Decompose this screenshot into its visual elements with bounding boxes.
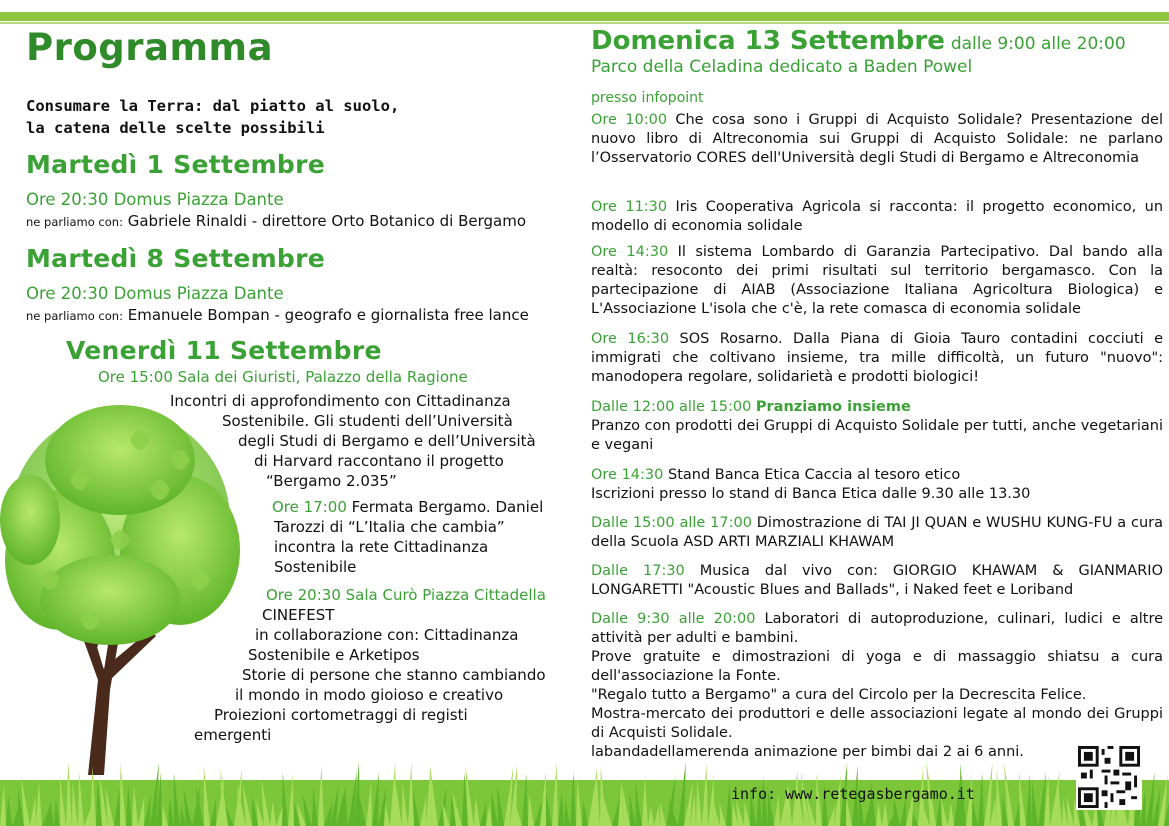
sunday-hours: dalle 9:00 alle 20:00 [950,34,1126,54]
desc-line: “Bergamo 2.035” [266,472,397,490]
item-time: Dalle 17:30 [591,563,685,579]
program-item [591,514,1163,552]
event-text: Fermata Bergamo. Daniel [351,498,544,516]
item-text: Musica dal vivo con: GIORGIO KHAWAM & GIANMARIO LONGARETTI "Acoustic Blues and Ballads", i Naked feet e Loriband [591,563,1163,598]
event-line: Sostenibile [274,558,357,576]
sunday-heading [591,26,1126,56]
event-line: incontra la rete Cittadinanza [274,538,489,556]
item-time: Dalle 9:30 alle 20:00 [591,611,756,627]
park-location: Parco della Celadina dedicato a Baden Powel [591,57,973,77]
event-line: CINEFEST [262,606,335,624]
program-item [591,243,1163,319]
item-text: Stand Banca Etica Caccia al tesoro etico [667,467,961,483]
speaker-line [26,212,526,230]
right-column [588,0,1166,826]
sunday-title: Domenica 13 Settembre [591,26,945,56]
event-time: Ore 17:00 [272,498,347,516]
speaker-prefix: ne parliamo con: [26,309,123,323]
item-text: Iscrizioni presso lo stand di Banca Etica dalle 9.30 alle 13.30 [591,486,1031,502]
program-item [591,198,1163,236]
grass-decoration [0,740,1169,826]
day-heading: Martedì 8 Settembre [26,244,325,273]
event-line: Tarozzi di “L’Italia che cambia” [274,518,505,536]
speaker-name: Gabriele Rinaldi - direttore Orto Botanico di Bergamo [127,212,527,230]
item-text: Dimostrazione di TAI JI QUAN e WUSHU KUNG-FU a cura della Scuola ASD ARTI MARZIALI KHAWAM [591,515,1164,550]
event-line: il mondo in modo gioioso e creativo [235,686,504,704]
infopoint-label: presso infopoint [591,90,704,106]
event-line [272,498,543,516]
program-item [591,111,1163,168]
program-item [591,330,1163,387]
speaker-prefix: ne parliamo con: [26,215,123,229]
item-time: Ore 10:00 [591,112,668,128]
desc-line: di Harvard raccontano il progetto [254,452,504,470]
desc-line: Sostenibile. Gli studenti dell’Università [222,412,513,430]
day-heading: Martedì 1 Settembre [26,150,325,179]
item-text: Pranzo con prodotti dei Gruppi di Acquisto Solidale per tutti, anche vegetariani e vegani [591,418,1163,453]
event-time-place: Ore 20:30 Domus Piazza Dante [26,284,284,303]
item-bold: Pranziamo insieme [755,399,911,415]
left-column [0,0,580,826]
item-time: Ore 14:30 [591,244,669,260]
subtitle [26,95,399,139]
item-text: labandadellamerenda animazione per bimbi dai 2 ai 6 anni. [591,744,1024,760]
page-title: Programma [26,26,274,69]
item-text: Mostra-mercato dei produttori e delle associazioni legate al mondo dei Gruppi di Acquisti Solidale. [591,706,1163,741]
day-heading: Venerdì 11 Settembre [66,336,382,365]
event-line: Sostenibile e Arketipos [248,646,420,664]
program-item [591,562,1163,600]
event-line: in collaborazione con: Cittadinanza [255,626,519,644]
program-item [591,466,1163,504]
event-time-place: Ore 20:30 Sala Curò Piazza Cittadella [266,586,546,604]
item-time: Ore 14:30 [591,467,664,483]
item-text: SOS Rosarno. Dalla Piana di Gioia Tauro contadini cocciuti e immigrati che coltivano insieme, tra mille difficoltà, un futuro "nuovo": manodopera regolare, solidarietà e prodotti biologici! [591,331,1163,385]
event-line: Storie di persone che stanno cambiando [242,666,546,684]
event-line: emergenti [194,726,272,744]
desc-line: Incontri di approfondimento con Cittadinanza [170,392,511,410]
item-text: Iris Cooperativa Agricola si racconta: il progetto economico, un modello di economia solidale [591,199,1164,234]
desc-line: degli Studi di Bergamo e dell’Università [238,432,536,450]
subtitle-line: la catena delle scelte possibili [26,119,325,137]
item-text: Prove gratuite e dimostrazioni di yoga e di massaggio shiatsu a cura dell'associazione la Fonte. [591,649,1163,684]
item-text: Il sistema Lombardo di Garanzia Partecipativo. Dal bando alla realtà: resoconto dei primi risultati sul territorio bergamasco. Con la partecipazione di AIAB (Associazione Italiana Agricoltura Biologica) e L'Associazione L'isola che c'è, la rete comasca di economia solidale [591,244,1164,317]
item-time: Dalle 12:00 alle 15:00 [591,399,752,415]
speaker-line [26,306,529,324]
website-link[interactable]: info: www.retegasbergamo.it [731,785,975,803]
item-text: Laboratori di autoproduzione, culinari, ludici e altre attività per adulti e bambini. [591,611,1164,646]
item-time: Ore 16:30 [591,331,670,347]
subtitle-line: Consumare la Terra: dal piatto al suolo, [26,97,400,115]
qr-code-icon [1076,744,1142,810]
item-text: "Regalo tutto a Bergamo" a cura del Circolo per la Decrescita Felice. [591,687,1087,703]
item-time: Ore 11:30 [591,199,668,215]
event-line: Proiezioni cortometraggi di registi [214,706,468,724]
event-time-place: Ore 15:00 Sala dei Giuristi, Palazzo della Ragione [98,368,468,386]
speaker-name: Emanuele Bompan - geografo e giornalista free lance [127,306,529,324]
item-time: Dalle 15:00 alle 17:00 [591,515,752,531]
event-time-place: Ore 20:30 Domus Piazza Dante [26,190,284,209]
item-text: Che cosa sono i Gruppi di Acquisto Solidale? Presentazione del nuovo libro di Altreconomia sui Gruppi di Acquisto Solidale: ne parlano l’Osservatorio CORES dell'Università degli Studi di Bergamo e Altreconomia [591,112,1163,166]
program-item [591,398,1163,455]
